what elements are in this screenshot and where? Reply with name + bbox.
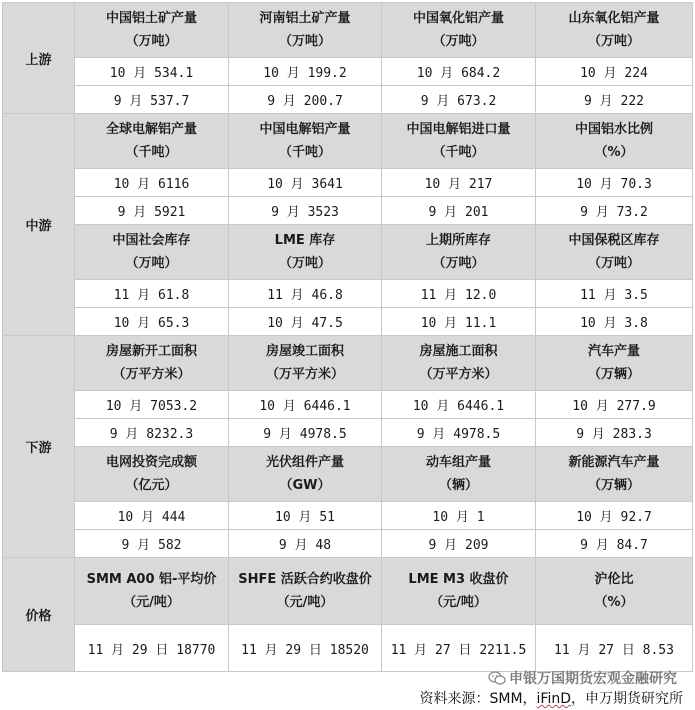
header-cell: 山东氧化铝产量 （万吨） [536, 3, 693, 58]
value-cell: 9 月 209 [382, 530, 536, 558]
header-cell: SHFE 活跃合约收盘价 （元/吨） [229, 558, 382, 625]
upstream-header-row [3, 3, 693, 58]
value-cell: 10 月 199.2 [229, 58, 382, 86]
value-cell: 9 月 4978.5 [382, 419, 536, 447]
downstream-header-row [3, 447, 693, 502]
header-cell: 中国电解铝产量 （千吨） [229, 114, 382, 169]
table-row [3, 86, 693, 114]
header-cell: SMM A00 铝-平均价 （元/吨） [75, 558, 229, 625]
source-suffix: ，申万期货研究所 [571, 691, 683, 707]
value-cell: 10 月 277.9 [536, 391, 693, 419]
midstream-header-row [3, 114, 693, 169]
header-cell: 房屋施工面积 （万平方米） [382, 336, 536, 391]
wechat-icon [488, 671, 506, 685]
value-cell: 11 月 12.0 [382, 280, 536, 308]
value-cell: 10 月 6446.1 [229, 391, 382, 419]
value-cell: 10 月 1 [382, 502, 536, 530]
value-cell: 10 月 6446.1 [382, 391, 536, 419]
value-cell: 10 月 3.8 [536, 308, 693, 336]
value-cell: 11 月 29 日 18520 [229, 625, 382, 672]
value-cell: 9 月 84.7 [536, 530, 693, 558]
header-cell: 房屋竣工面积 （万平方米） [229, 336, 382, 391]
header-cell: 新能源汽车产量 （万辆） [536, 447, 693, 502]
section-label-price: 价格 [3, 558, 75, 672]
value-cell: 10 月 92.7 [536, 502, 693, 530]
section-label-midstream: 中游 [3, 114, 75, 336]
section-label-upstream: 上游 [3, 3, 75, 114]
header-cell: 中国保税区库存 （万吨） [536, 225, 693, 280]
value-cell: 10 月 444 [75, 502, 229, 530]
value-cell: 9 月 73.2 [536, 197, 693, 225]
value-cell: 10 月 6116 [75, 169, 229, 197]
value-cell: 10 月 224 [536, 58, 693, 86]
value-cell: 10 月 70.3 [536, 169, 693, 197]
watermark-text: 申银万国期货宏观金融研究 [509, 671, 677, 687]
value-cell: 11 月 3.5 [536, 280, 693, 308]
price-header-row [3, 558, 693, 625]
table-row [3, 308, 693, 336]
value-cell: 9 月 3523 [229, 197, 382, 225]
value-cell: 10 月 47.5 [229, 308, 382, 336]
header-cell: 中国铝土矿产量 （万吨） [75, 3, 229, 58]
header-cell: 全球电解铝产量 （千吨） [75, 114, 229, 169]
header-cell: 房屋新开工面积 （万平方米） [75, 336, 229, 391]
value-cell: 11 月 29 日 18770 [75, 625, 229, 672]
header-cell: 中国铝水比例 （%） [536, 114, 693, 169]
source-note [419, 688, 683, 708]
table-row [3, 58, 693, 86]
table-row [3, 530, 693, 558]
table-row [3, 197, 693, 225]
header-cell: 中国电解铝进口量 （千吨） [382, 114, 536, 169]
value-cell: 10 月 11.1 [382, 308, 536, 336]
value-cell: 11 月 27 日 2211.5 [382, 625, 536, 672]
header-cell: 中国氧化铝产量 （万吨） [382, 3, 536, 58]
value-cell: 9 月 48 [229, 530, 382, 558]
downstream-header-row [3, 336, 693, 391]
header-cell: 河南铝土矿产量 （万吨） [229, 3, 382, 58]
value-cell: 10 月 65.3 [75, 308, 229, 336]
section-label-downstream: 下游 [3, 336, 75, 558]
source-ifind: iFinD [536, 691, 571, 707]
aluminum-data-table [2, 2, 693, 672]
value-cell: 10 月 3641 [229, 169, 382, 197]
watermark [488, 668, 677, 688]
header-cell: 沪伦比 （%） [536, 558, 693, 625]
value-cell: 9 月 8232.3 [75, 419, 229, 447]
value-cell: 11 月 46.8 [229, 280, 382, 308]
table-row [3, 502, 693, 530]
table-row [3, 391, 693, 419]
value-cell: 9 月 283.3 [536, 419, 693, 447]
header-cell: LME M3 收盘价 （元/吨） [382, 558, 536, 625]
header-cell: 上期所库存 （万吨） [382, 225, 536, 280]
value-cell: 9 月 200.7 [229, 86, 382, 114]
header-cell: 电网投资完成额 （亿元） [75, 447, 229, 502]
header-cell: LME 库存 （万吨） [229, 225, 382, 280]
value-cell: 9 月 4978.5 [229, 419, 382, 447]
value-cell: 10 月 217 [382, 169, 536, 197]
value-cell: 11 月 61.8 [75, 280, 229, 308]
footer [0, 664, 695, 710]
value-cell: 9 月 5921 [75, 197, 229, 225]
header-cell: 动车组产量 （辆） [382, 447, 536, 502]
value-cell: 11 月 27 日 8.53 [536, 625, 693, 672]
table-row [3, 419, 693, 447]
midstream-header-row [3, 225, 693, 280]
header-cell: 光伏组件产量 （GW） [229, 447, 382, 502]
header-cell: 汽车产量 （万辆） [536, 336, 693, 391]
value-cell: 10 月 684.2 [382, 58, 536, 86]
value-cell: 9 月 582 [75, 530, 229, 558]
table-row [3, 169, 693, 197]
value-cell: 9 月 673.2 [382, 86, 536, 114]
value-cell: 9 月 222 [536, 86, 693, 114]
value-cell: 9 月 537.7 [75, 86, 229, 114]
value-cell: 10 月 51 [229, 502, 382, 530]
source-prefix: 资料来源：SMM， [419, 691, 537, 707]
value-cell: 10 月 534.1 [75, 58, 229, 86]
header-cell: 中国社会库存 （万吨） [75, 225, 229, 280]
value-cell: 10 月 7053.2 [75, 391, 229, 419]
table-row [3, 280, 693, 308]
value-cell: 9 月 201 [382, 197, 536, 225]
